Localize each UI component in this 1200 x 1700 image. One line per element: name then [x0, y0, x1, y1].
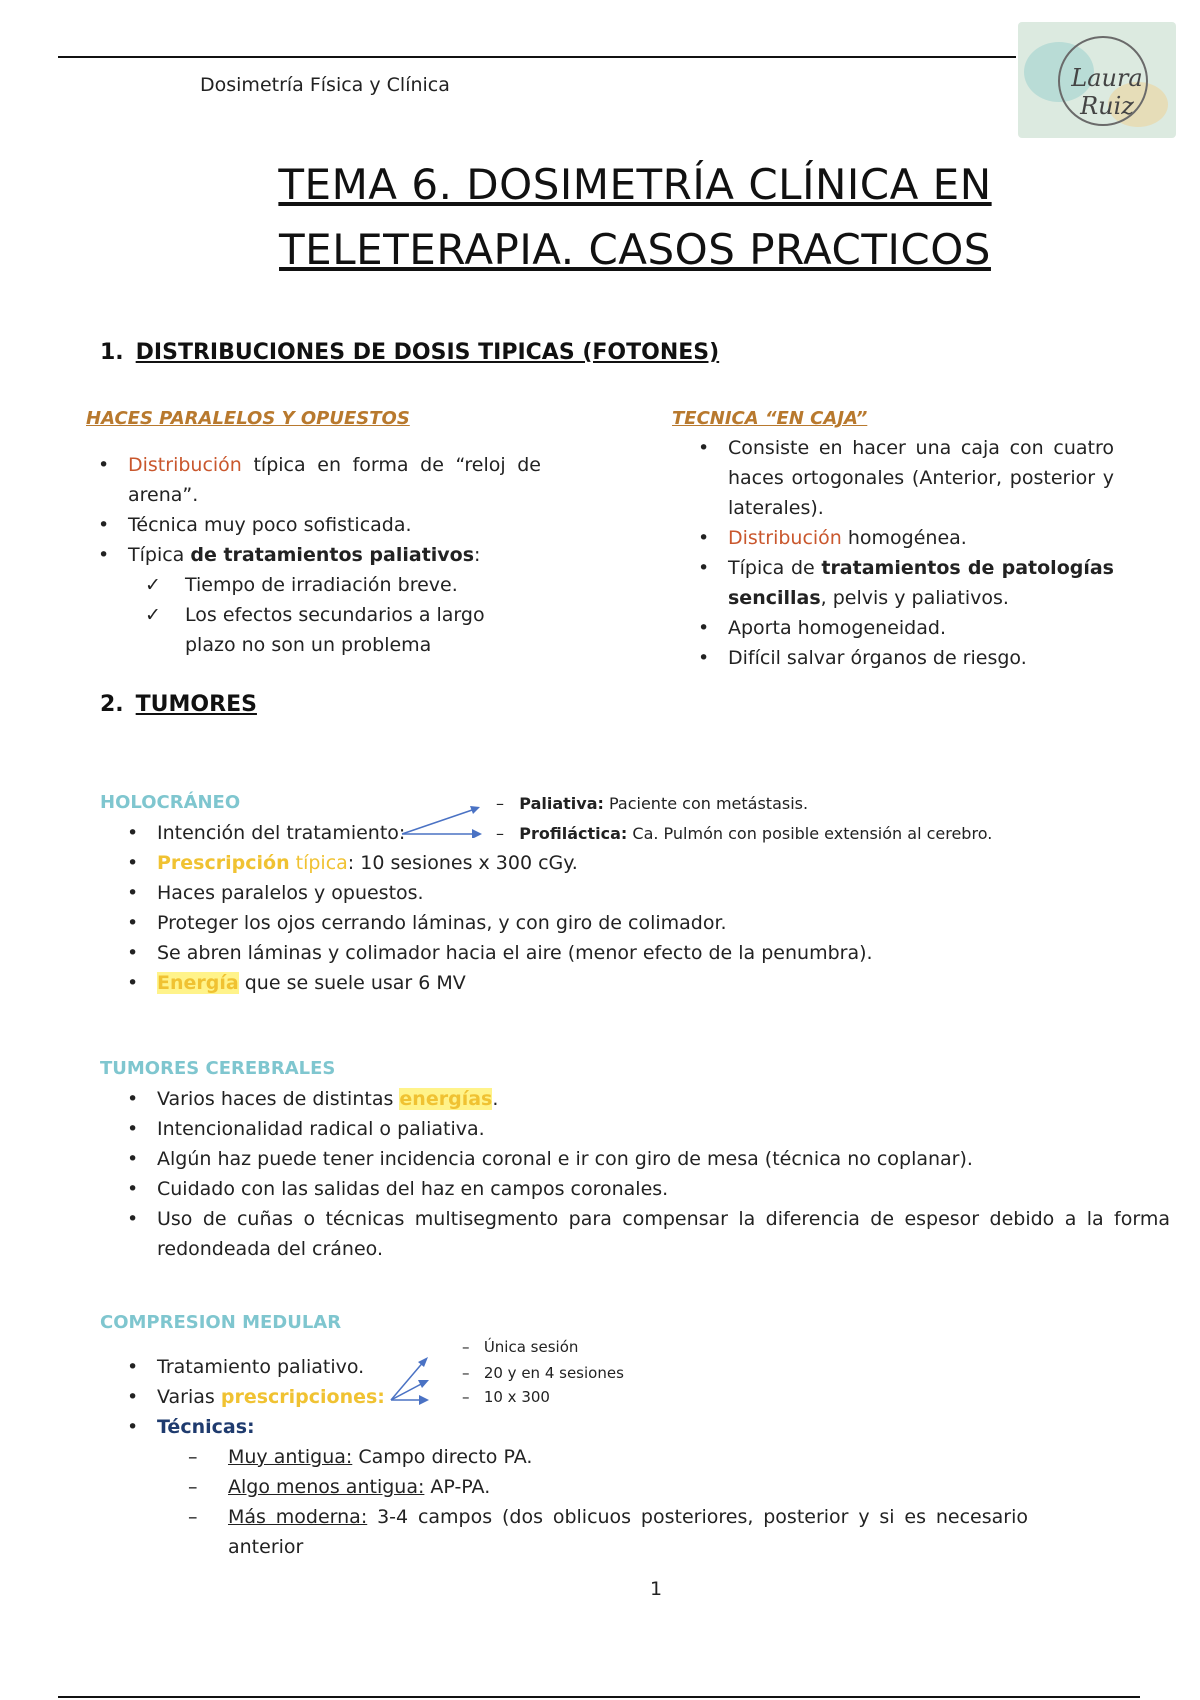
holocraneo-list — [127, 818, 1057, 998]
page-title-line1: TEMA 6. DOSIMETRÍA CLÍNICA EN — [278, 160, 992, 209]
subheading-haces-paralelos: HACES PARALELOS Y OPUESTOS — [86, 408, 410, 429]
list-item: ✓ Tiempo de irradiación breve. — [185, 570, 541, 600]
tecnica-caja-list — [698, 433, 1114, 673]
intention-arrows-icon — [400, 798, 490, 838]
list-item: • Uso de cuñas o técnicas multisegmento para compensar la diferencia de espesor debido a la forma redondeada del cráneo. — [127, 1208, 1170, 1260]
list-item: • Varias prescripciones: — [127, 1386, 385, 1408]
list-item: • Cuidado con las salidas del haz en campos coronales. — [127, 1178, 669, 1200]
section-1-number: 1. — [100, 340, 124, 365]
top-rule — [58, 56, 1016, 58]
page-title-line2: TELETERAPIA. CASOS PRACTICOS — [279, 225, 991, 274]
page-number: 1 — [650, 1578, 663, 1600]
list-item: • Típica de tratamientos paliativos: — [98, 544, 481, 566]
intention-note-1: – Paliativa: Paciente con metástasis. — [496, 794, 809, 813]
check-icon: ✓ — [145, 574, 161, 596]
subheading-tumores-cerebrales: TUMORES CEREBRALES — [100, 1058, 336, 1079]
section-2-title: TUMORES — [135, 692, 257, 717]
haces-paralelos-list — [98, 450, 541, 660]
dash-icon: – — [462, 1364, 484, 1382]
prescription-option-1: – Única sesión — [462, 1338, 579, 1356]
section-2-number: 2. — [100, 692, 124, 717]
list-item: • Típica de tratamientos de patologías sencillas, pelvis y paliativos. — [698, 557, 1114, 609]
check-icon: ✓ — [145, 604, 161, 626]
section-2-heading — [100, 692, 257, 717]
list-item: ✓ Los efectos secundarios a largo plazo no son un problema — [185, 600, 485, 660]
list-item: • Proteger los ojos cerrando láminas, y con giro de colimador. — [127, 912, 727, 934]
section-1-title: DISTRIBUCIONES DE DOSIS TIPICAS (FOTONES) — [135, 340, 720, 365]
tumores-cerebrales-list — [127, 1084, 1170, 1264]
course-header: Dosimetría Física y Clínica — [200, 74, 450, 96]
list-item: • Distribución típica en forma de “reloj de arena”. — [98, 454, 541, 506]
list-item: • Técnicas: — [127, 1416, 255, 1438]
section-1-heading — [100, 340, 719, 365]
list-item: • Varios haces de distintas energías. — [127, 1088, 499, 1110]
list-item: • Intención del tratamiento: — [127, 822, 406, 844]
bottom-rule — [58, 1696, 1140, 1698]
list-item: • Energía que se suele usar 6 MV — [127, 972, 466, 994]
prescription-option-3: – 10 x 300 — [462, 1388, 550, 1406]
compresion-medular-list — [127, 1352, 1028, 1562]
list-item: • Tratamiento paliativo. — [127, 1356, 365, 1378]
dash-icon: – — [462, 1388, 484, 1406]
subheading-tecnica-en-caja: TECNICA “EN CAJA” — [672, 408, 868, 429]
list-item: • Se abren láminas y colimador hacia el aire (menor efecto de la penumbra). — [127, 942, 873, 964]
prescription-option-2: – 20 y en 4 sesiones — [462, 1364, 624, 1382]
dash-icon: – — [462, 1338, 484, 1356]
list-item: • Aporta homogeneidad. — [698, 617, 946, 639]
author-logo — [1018, 22, 1176, 138]
dash-icon: – — [496, 824, 520, 843]
list-item: • Algún haz puede tener incidencia coronal e ir con giro de mesa (técnica no coplanar). — [127, 1148, 973, 1170]
subheading-holocraneo: HOLOCRÁNEO — [100, 792, 241, 813]
list-item: • Distribución homogénea. — [698, 527, 967, 549]
list-item: • Intencionalidad radical o paliativa. — [127, 1118, 485, 1140]
dash-icon: – — [496, 794, 520, 813]
logo-signature: Laura Ruiz — [1071, 64, 1143, 120]
list-item: • Consiste en hacer una caja con cuatro haces ortogonales (Anterior, posterior y laterales). — [698, 437, 1114, 519]
list-item: • Haces paralelos y opuestos. — [127, 882, 424, 904]
list-item: – Muy antigua: Campo directo PA. — [188, 1446, 533, 1468]
subheading-compresion-medular: COMPRESION MEDULAR — [100, 1312, 342, 1333]
list-item: • Técnica muy poco sofisticada. — [98, 514, 412, 536]
intention-note-2: – Profiláctica: Ca. Pulmón con posible extensión al cerebro. — [496, 824, 993, 843]
list-item: • Prescripción típica: 10 sesiones x 300 cGy. — [127, 852, 578, 874]
list-item: – Más moderna: 3-4 campos (dos oblicuos posteriores, posterior y si es necesario anterior — [188, 1506, 1028, 1558]
list-item: – Algo menos antigua: AP-PA. — [188, 1476, 491, 1498]
prescription-arrows-icon — [385, 1352, 445, 1412]
list-item: • Difícil salvar órganos de riesgo. — [698, 647, 1027, 669]
